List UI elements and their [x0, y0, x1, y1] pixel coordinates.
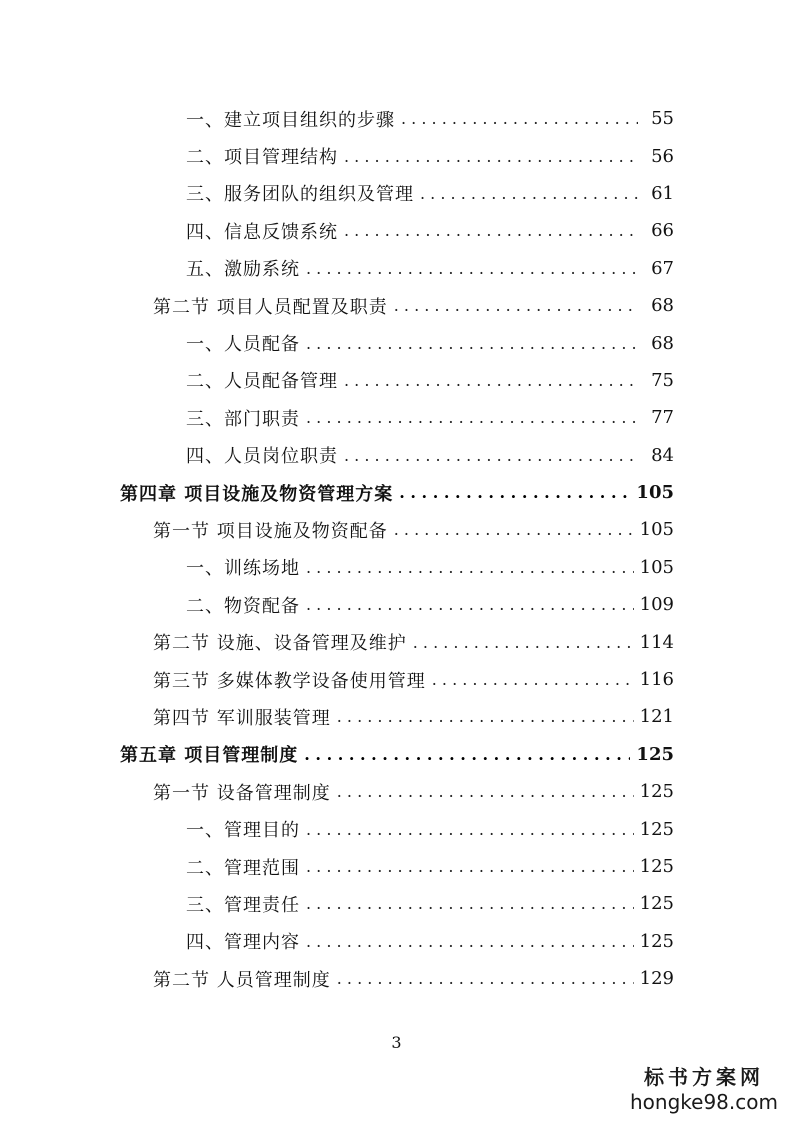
toc-dot-leader	[394, 296, 638, 315]
toc-dot-leader	[337, 782, 634, 801]
toc-entry-page-number: 105	[639, 556, 674, 578]
toc-entry-title: 一、人员配备	[186, 334, 300, 356]
toc-entry-page-number: 66	[651, 220, 674, 242]
toc-entry-section[interactable]	[0, 773, 793, 810]
toc-entry-item[interactable]	[0, 399, 793, 436]
toc-dot-leader	[304, 745, 630, 764]
toc-dot-leader	[306, 334, 638, 353]
watermark-site-name: 标书方案网	[644, 1065, 764, 1089]
toc-entry-section[interactable]	[0, 287, 793, 324]
toc-dot-leader	[306, 595, 634, 614]
table-of-contents	[0, 100, 793, 997]
toc-entry-title: 第四节 军训服装管理	[153, 707, 331, 729]
toc-dot-leader	[306, 932, 634, 951]
toc-entry-item[interactable]	[0, 250, 793, 287]
toc-entry-page-number: 125	[639, 856, 674, 877]
toc-entry-title: 第五章 项目管理制度	[120, 745, 299, 767]
toc-entry-section[interactable]	[0, 623, 793, 660]
toc-dot-leader	[306, 408, 638, 427]
toc-dot-leader	[306, 259, 638, 278]
toc-dot-leader	[306, 820, 634, 839]
toc-entry-title: 二、人员配备管理	[186, 371, 338, 393]
toc-entry-title: 第三节 多媒体教学设备使用管理	[153, 670, 426, 692]
toc-entry-item[interactable]	[0, 810, 793, 847]
toc-entry-page-number: 125	[639, 893, 674, 915]
toc-entry-title: 第二节 人员管理制度	[153, 969, 331, 991]
toc-dot-leader	[337, 969, 634, 988]
toc-entry-title: 五、激励系统	[186, 259, 300, 281]
toc-entry-title: 二、管理范围	[186, 857, 300, 879]
toc-entry-title: 第一节 项目设施及物资配备	[153, 520, 388, 542]
toc-entry-title: 一、建立项目组织的步骤	[186, 109, 395, 131]
toc-entry-page-number: 109	[639, 594, 674, 616]
toc-dot-leader	[413, 633, 634, 652]
toc-entry-item[interactable]	[0, 324, 793, 361]
toc-entry-item[interactable]	[0, 362, 793, 399]
toc-entry-title: 三、部门职责	[186, 408, 300, 430]
toc-entry-item[interactable]	[0, 586, 793, 623]
toc-entry-chapter[interactable]	[0, 736, 793, 773]
toc-entry-page-number: 121	[639, 706, 674, 728]
toc-dot-leader	[432, 670, 634, 689]
toc-dot-leader	[420, 184, 638, 203]
toc-entry-title: 第四章 项目设施及物资管理方案	[120, 483, 394, 505]
toc-entry-item[interactable]	[0, 923, 793, 960]
watermark-site-url: hongke98.com	[630, 1090, 778, 1114]
toc-entry-item[interactable]	[0, 137, 793, 174]
toc-entry-page-number: 56	[651, 145, 674, 167]
toc-entry-page-number: 105	[636, 482, 674, 504]
toc-dot-leader	[306, 857, 634, 876]
toc-entry-page-number: 105	[639, 519, 674, 541]
toc-dot-leader	[306, 894, 634, 913]
toc-entry-page-number: 55	[651, 108, 674, 130]
toc-entry-title: 第一节 设备管理制度	[153, 782, 331, 804]
toc-entry-item[interactable]	[0, 437, 793, 474]
toc-entry-item[interactable]	[0, 100, 793, 137]
toc-entry-page-number: 75	[651, 369, 674, 391]
toc-entry-page-number: 116	[639, 669, 674, 691]
toc-entry-page-number: 125	[636, 743, 674, 765]
toc-entry-title: 四、管理内容	[186, 932, 300, 954]
toc-entry-title: 第二节 设施、设备管理及维护	[153, 633, 407, 655]
toc-entry-page-number: 125	[639, 818, 674, 840]
toc-entry-page-number: 67	[651, 257, 674, 279]
toc-entry-chapter[interactable]	[0, 474, 793, 511]
toc-entry-item[interactable]	[0, 848, 793, 885]
toc-dot-leader	[344, 147, 638, 166]
toc-dot-leader	[401, 109, 638, 128]
toc-entry-page-number: 125	[639, 781, 674, 803]
toc-entry-title: 四、人员岗位职责	[186, 446, 338, 468]
toc-entry-title: 一、训练场地	[186, 558, 300, 580]
toc-dot-leader	[394, 520, 634, 539]
toc-entry-title: 三、服务团队的组织及管理	[186, 184, 414, 206]
toc-entry-title: 三、管理责任	[186, 894, 300, 916]
toc-entry-section[interactable]	[0, 698, 793, 735]
page-number: 3	[391, 1033, 402, 1052]
toc-entry-page-number: 129	[639, 968, 674, 990]
toc-entry-page-number: 84	[651, 444, 674, 466]
toc-entry-title: 四、信息反馈系统	[186, 221, 338, 243]
toc-dot-leader	[399, 483, 630, 502]
toc-entry-title: 一、管理目的	[186, 820, 300, 842]
toc-entry-section[interactable]	[0, 661, 793, 698]
toc-entry-item[interactable]	[0, 549, 793, 586]
toc-entry-page-number: 61	[651, 182, 674, 204]
toc-dot-leader	[344, 446, 638, 465]
toc-entry-section[interactable]	[0, 511, 793, 548]
toc-entry-title: 二、物资配备	[186, 595, 300, 617]
toc-entry-section[interactable]	[0, 960, 793, 997]
toc-dot-leader	[306, 558, 634, 577]
toc-entry-item[interactable]	[0, 175, 793, 212]
toc-entry-page-number: 114	[639, 631, 674, 653]
toc-entry-title: 二、项目管理结构	[186, 147, 338, 169]
toc-dot-leader	[337, 707, 634, 726]
toc-entry-page-number: 77	[651, 407, 674, 429]
toc-entry-page-number: 68	[651, 295, 674, 317]
toc-entry-item[interactable]	[0, 212, 793, 249]
toc-entry-page-number: 68	[651, 332, 674, 354]
toc-entry-page-number: 125	[639, 930, 674, 952]
site-watermark	[629, 1064, 779, 1114]
toc-dot-leader	[344, 371, 638, 390]
toc-entry-title: 第二节 项目人员配置及职责	[153, 296, 388, 318]
toc-entry-item[interactable]	[0, 885, 793, 922]
toc-dot-leader	[344, 221, 638, 240]
